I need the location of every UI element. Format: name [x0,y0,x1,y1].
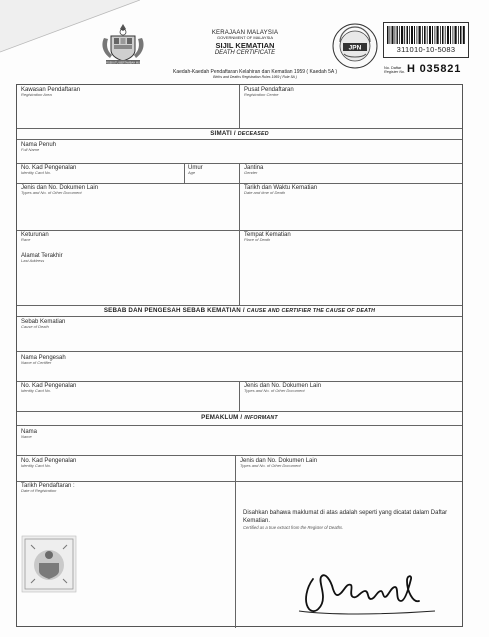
rule-v [239,85,240,128]
title-ms: SIJIL KEMATIAN [215,41,275,51]
date-time-death-ms: Tarikh dan Waktu Kematian [244,185,318,191]
jpn-logo-icon [330,22,380,70]
informant-heading-ms: PEMAKLUM / [201,414,243,421]
race-label [21,232,49,242]
deceased-heading-ms: SIMATI / [210,129,236,137]
deceased-heading-en: DECEASED [237,130,269,137]
registration-area-label [21,87,80,97]
informant-other-document-ms: Jenis dan No. Dokumen Lain [240,458,318,464]
certifier-name-en: Name of Certifier [21,360,52,366]
coat-of-arms-icon [98,22,148,68]
rule [17,425,462,426]
last-address-en: Last Address [21,258,45,264]
gender-en: Gender [244,170,258,176]
deceased-id-card-ms: No. Kad Pengenalan [21,165,77,171]
law-reference [120,70,390,79]
age-label [188,165,203,175]
certificate-form [16,84,463,627]
informant-id-card-ms: No. Kad Pengenalan [21,458,77,464]
registration-centre-label [244,87,294,97]
rule [17,139,462,140]
law-reference-en: Births and Deaths Registration Rules 1959 ( Rule 5A ) [213,74,297,79]
certifier-id-card-en: Identity Card No. [21,388,52,394]
certifier-id-card-ms: No. Kad Pengenalan [21,383,77,389]
informant-name-label [21,429,37,439]
cause-of-death-ms: Sebab Kematian [21,319,66,325]
register-number-value: H 035821 [407,63,462,75]
informant-name-ms: Nama [21,429,38,435]
certifier-other-document-en: Types and No. of Other Document [244,388,305,394]
certifier-name-label [21,355,66,365]
deceased-other-document-label [21,185,98,195]
cause-section-heading [17,307,462,314]
full-name-en: Full Name [21,147,40,153]
registration-centre-en: Registration Centre [244,92,279,98]
rule-v [239,381,240,411]
place-of-death-en: Place of Death [244,237,271,243]
certifier-name-ms: Nama Pengesah [21,355,66,361]
date-time-death-label [244,185,317,195]
rule-v [239,163,240,305]
certifier-id-card-label [21,383,76,393]
certification-statement [243,510,457,530]
deceased-id-card-label [21,165,76,175]
informant-id-card-en: Identity Card No. [21,463,52,469]
last-address-ms: Alamat Terakhir [21,253,63,259]
barcode-icon [387,26,465,44]
informant-section-heading [17,414,462,421]
age-ms: Umur [188,165,203,171]
registration-area-ms: Kawasan Pendaftaran [21,87,81,93]
place-of-death-ms: Tempat Kematian [244,232,291,238]
rule [17,481,462,482]
date-time-death-en: Date and time of Death [244,190,286,196]
cause-of-death-label [21,319,65,329]
race-ms: Keturunan [21,232,49,238]
informant-name-en: Name [21,434,32,440]
svg-text:BERSEKUTU BERTAMBAH MUTU: BERSEKUTU BERTAMBAH MUTU [102,61,144,65]
registration-centre-ms: Pusat Pendaftaran [244,87,294,93]
informant-other-document-en: Types and No. of Other Document [240,463,301,469]
government-en: GOVERNMENT OF MALAYSIA [216,35,274,41]
rule [17,305,462,306]
register-number-label-en: Register No. [384,70,406,75]
race-en: Race [21,237,31,243]
rule [17,411,462,412]
deceased-other-document-en: Types and No. of Other Document [21,190,82,196]
last-address-label [21,253,63,263]
certificate-title-block [190,30,300,57]
gender-label [244,165,263,175]
register-number-label-ms: No. Daftar [384,66,402,70]
rule-v [235,455,236,628]
registration-area-en: Registration Area [21,92,52,98]
barcode-box [383,22,469,58]
rule [17,351,462,352]
registration-date-en: Date of Registration [21,488,57,494]
government-ms: KERAJAAN MALAYSIA [211,30,279,36]
cause-heading-en: CAUSE AND CERTIFIER THE CAUSE OF DEATH [246,308,376,314]
deceased-section-heading [17,130,462,137]
rule [17,455,462,456]
certifier-other-document-ms: Jenis dan No. Dokumen Lain [244,383,322,389]
rule [17,316,462,317]
informant-heading-en: INFORMANT [244,415,278,421]
title-en: DEATH CERTIFICATE [214,50,276,57]
certifier-other-document-label [244,383,321,393]
certification-en: Certified as a true extract from the Register of Deaths. [243,525,344,530]
rule-v [184,163,185,183]
place-of-death-label [244,232,291,242]
barcode-number: 311010-10-5083 [396,45,456,54]
signature-icon [293,569,443,621]
full-name-label [21,142,56,152]
full-name-ms: Nama Penuh [21,142,57,148]
law-reference-ms: Kaedah-Kaedah Pendaftaran Kelahiran dan Kematian 1959 ( Kaedah 5A ) [172,69,337,75]
cause-of-death-en: Cause of Death [21,324,49,330]
register-number-label [384,66,406,74]
registration-date-ms: Tarikh Pendaftaran : [21,483,75,489]
registration-date-label [21,483,75,493]
official-stamp-icon [21,535,77,593]
cause-heading-ms: SEBAB DAN PENGESAH SEBAB KEMATIAN / [103,307,245,314]
gender-ms: Jantina [244,165,264,171]
informant-id-card-label [21,458,76,468]
age-en: Age [188,170,196,176]
jpn-logo-text: JPN [348,44,362,52]
deceased-id-card-en: Identity Card No. [21,170,52,176]
certification-ms: Disahkan bahawa maklumat di atas adalah seperti yang dicatat dalam Daftar Kematian. [243,510,448,524]
deceased-other-document-ms: Jenis dan No. Dokumen Lain [21,185,99,191]
informant-other-document-label [240,458,317,468]
